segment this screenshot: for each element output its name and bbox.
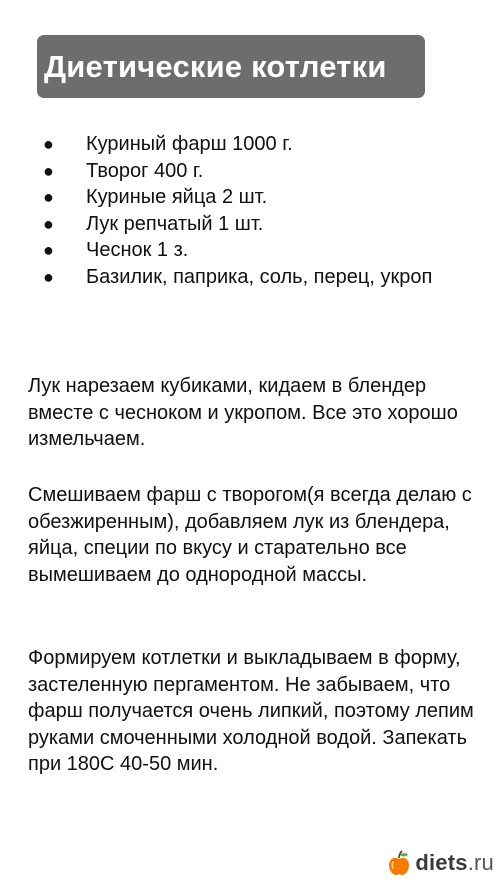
bullet-icon: ● (43, 134, 54, 154)
apple-icon (387, 850, 411, 876)
bullet-icon: ● (43, 187, 54, 207)
site-watermark (387, 850, 494, 876)
bullet-icon: ● (43, 213, 54, 234)
step-paragraph-1: Лук нарезаем кубиками, кидаем в блендер вместе с чесноком и укропом. Все это хорошо измельчаем. (28, 375, 458, 450)
ingredient-list (37, 131, 457, 290)
recipe-title: Диетические котлетки (44, 48, 387, 84)
ingredient-text: Лук репчатый 1 шт. (86, 212, 264, 235)
ingredient-item (37, 131, 457, 158)
step-paragraph-2: Смешиваем фарш с творогом(я всегда делаю с обезжиренным), добавляем лук из блендера, яйца, специи по вкусу и старательно все вымешиваем до однородной массы. (28, 484, 472, 586)
step-paragraph-3: Формируем котлетки и выкладываем в форму, застеленную пергаментом. Не забываем, что фарш получается очень липкий, поэтому лепим руками смоченными холодной водой. Запекать при 180С 40-50 мин. (28, 647, 474, 775)
ingredient-item (37, 184, 457, 211)
ingredient-item (37, 264, 457, 291)
recipe-title-badge (37, 35, 425, 98)
bullet-icon: ● (43, 160, 54, 181)
ingredient-text: Куриный фарш 1000 г. (86, 133, 293, 155)
site-brand: diets (415, 850, 468, 875)
ingredient-text: Куриные яйца 2 шт. (86, 186, 268, 208)
bullet-icon: ● (43, 266, 54, 287)
ingredient-text: Базилик, паприка, соль, перец, укроп (86, 265, 433, 288)
ingredient-item (37, 237, 457, 264)
site-name (415, 850, 494, 876)
ingredient-text: Творог 400 г. (86, 159, 204, 182)
site-domain: .ru (467, 850, 494, 875)
ingredient-item (37, 158, 457, 185)
ingredient-text: Чеснок 1 з. (86, 239, 189, 261)
bullet-icon: ● (43, 240, 54, 260)
ingredient-item (37, 211, 457, 238)
